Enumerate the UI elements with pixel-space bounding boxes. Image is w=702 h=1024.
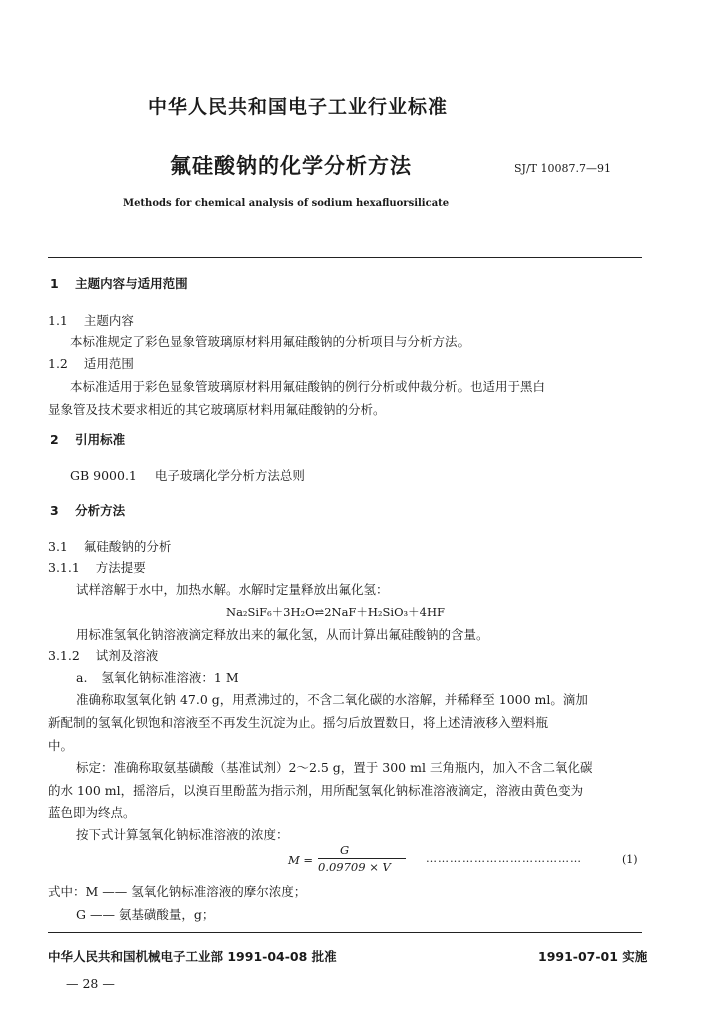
calibration-line2: 的水 100 ml，摇溶后，以溴百里酚蓝为指示剂，用所配氢氧化钠标准溶液滴定，溶液由黄色变为 — [48, 783, 584, 798]
section-number: 1.1 — [48, 313, 68, 328]
section-title: 引用标准 — [75, 432, 126, 447]
section-1-2-body-line2: 显象管及技术要求相近的其它玻璃原材料用氟硅酸钠的分析。 — [48, 402, 386, 417]
formula-numerator: G — [340, 843, 350, 857]
item-title: 氢氧化钠标准溶液：1 M — [101, 670, 239, 685]
section-3-1-2-heading — [48, 648, 158, 664]
where-line1: 式中：M —— 氢氧化钠标准溶液的摩尔浓度； — [48, 884, 307, 899]
english-title: Methods for chemical analysis of sodium hexafluorsilicate — [123, 198, 450, 209]
standard-number: SJ/T 10087.7—91 — [514, 162, 611, 175]
formula-number: (1) — [622, 853, 638, 866]
reagent-item-a — [76, 670, 239, 686]
calibration-line1: 标定：准确称取氨基磺酸（基准试剂）2～2.5 g，置于 300 ml 三角瓶内，加入不含二氧化碳 — [76, 760, 593, 775]
section-3-1-1-heading — [48, 560, 146, 576]
section-title: 试剂及溶液 — [95, 648, 159, 663]
section-number: 1.2 — [48, 356, 68, 371]
method-principle-line1: 试样溶解于水中，加热水解。水解时定量释放出氟化氢： — [76, 582, 389, 597]
section-3-1-heading — [48, 539, 171, 555]
page-number: — 28 — — [66, 976, 115, 991]
formula-leader-dots: ………………………………… — [426, 852, 582, 865]
effective-date: 1991-07-01 实施 — [538, 949, 648, 964]
formula-intro: 按下式计算氢氧化钠标准溶液的浓度： — [76, 827, 289, 842]
section-1-2-body-line1: 本标准适用于彩色显象管玻璃原材料用氟硅酸钠的例行分析或仲裁分析。也适用于黑白 — [70, 379, 546, 394]
section-title: 主题内容与适用范围 — [75, 276, 188, 291]
section-1-1-body: 本标准规定了彩色显象管玻璃原材料用氟硅酸钠的分析项目与分析方法。 — [70, 334, 471, 349]
reference-title: 电子玻璃化学分析方法总则 — [154, 468, 305, 483]
header-rule — [48, 257, 642, 258]
section-title: 适用范围 — [83, 356, 134, 371]
referenced-standard — [70, 468, 305, 484]
section-1-2-heading — [48, 356, 134, 372]
section-3-heading — [50, 503, 125, 519]
where-line2: G —— 氨基磺酸量，g； — [76, 907, 215, 922]
section-1-heading — [50, 276, 188, 292]
reagent-a-line3: 中。 — [48, 738, 74, 753]
hydrolysis-equation: Na₂SiF₆＋3H₂O⇌2NaF＋H₂SiO₃＋4HF — [226, 605, 445, 619]
section-title: 主题内容 — [83, 313, 134, 328]
section-2-heading — [50, 432, 125, 448]
section-number: 3 — [50, 503, 59, 518]
approval-statement: 中华人民共和国机械电子工业部 1991-04-08 批准 — [48, 949, 337, 964]
footer-rule — [48, 932, 642, 933]
section-number: 3.1.1 — [48, 560, 80, 575]
section-number: 1 — [50, 276, 59, 291]
item-label: a. — [76, 670, 88, 685]
section-number: 2 — [50, 432, 59, 447]
section-number: 3.1.2 — [48, 648, 80, 663]
section-title: 分析方法 — [75, 503, 126, 518]
section-title: 氟硅酸钠的分析 — [83, 539, 172, 554]
reagent-a-line1: 准确称取氢氧化钠 47.0 g，用煮沸过的，不含二氧化碳的水溶解，并稀释至 1000 ml。滴加 — [76, 692, 588, 707]
section-number: 3.1 — [48, 539, 68, 554]
calibration-line3: 蓝色即为终点。 — [48, 805, 136, 820]
fraction-bar — [318, 858, 406, 859]
section-title: 方法提要 — [95, 560, 146, 575]
document-title: 氟硅酸钠的化学分析方法 — [170, 154, 412, 178]
formula-denominator: 0.09709 × V — [318, 860, 391, 874]
method-principle-line2: 用标准氢氧化钠溶液滴定释放出来的氟化氢，从而计算出氟硅酸钠的含量。 — [76, 627, 489, 642]
reagent-a-line2: 新配制的氢氧化钡饱和溶液至不再发生沉淀为止。摇匀后放置数日，将上述清液移入塑料瓶 — [48, 715, 549, 730]
issuing-organization: 中华人民共和国电子工业行业标准 — [148, 96, 449, 118]
section-1-1-heading — [48, 313, 134, 329]
reference-code: GB 9000.1 — [70, 468, 137, 483]
formula-lhs: M = — [288, 853, 314, 867]
